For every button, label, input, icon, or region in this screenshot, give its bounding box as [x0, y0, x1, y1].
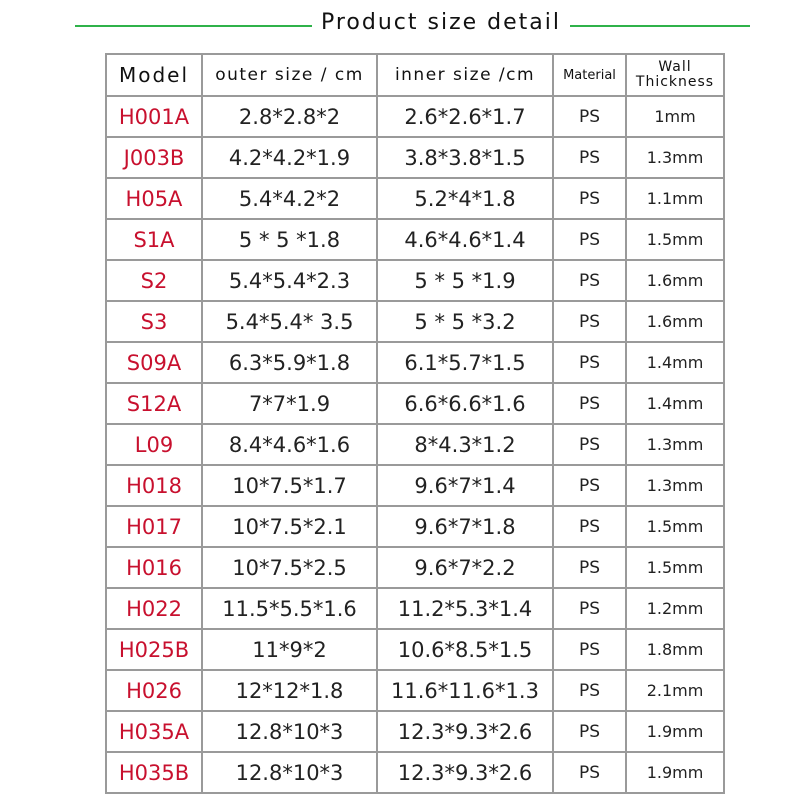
model-cell: H016 — [106, 547, 202, 588]
wall-thickness-cell: 1.3mm — [626, 465, 724, 506]
inner-size-cell: 6.6*6.6*1.6 — [377, 383, 553, 424]
header-wall-thickness — [626, 54, 724, 96]
wall-thickness-cell: 2.1mm — [626, 670, 724, 711]
model-cell: H026 — [106, 670, 202, 711]
inner-size-cell: 9.6*7*1.8 — [377, 506, 553, 547]
material-cell: PS — [553, 629, 626, 670]
title-rule-left — [75, 25, 312, 27]
outer-size-cell: 5 * 5 *1.8 — [202, 219, 377, 260]
outer-size-cell: 12.8*10*3 — [202, 711, 377, 752]
material-cell: PS — [553, 260, 626, 301]
header-outer-size: outer size / cm — [202, 54, 377, 96]
outer-size-cell: 5.4*4.2*2 — [202, 178, 377, 219]
inner-size-cell: 2.6*2.6*1.7 — [377, 96, 553, 137]
outer-size-cell: 10*7.5*2.1 — [202, 506, 377, 547]
table-row — [106, 547, 724, 588]
inner-size-cell: 9.6*7*2.2 — [377, 547, 553, 588]
size-table — [105, 53, 725, 794]
wall-thickness-cell: 1.2mm — [626, 588, 724, 629]
header-model: Model — [106, 54, 202, 96]
table-row — [106, 588, 724, 629]
model-cell: S1A — [106, 219, 202, 260]
wall-thickness-cell: 1.6mm — [626, 260, 724, 301]
model-cell: S3 — [106, 301, 202, 342]
table-row — [106, 465, 724, 506]
table-row — [106, 178, 724, 219]
table-row — [106, 342, 724, 383]
table-header-row — [106, 54, 724, 96]
model-cell: S09A — [106, 342, 202, 383]
inner-size-cell: 10.6*8.5*1.5 — [377, 629, 553, 670]
wall-thickness-cell: 1.6mm — [626, 301, 724, 342]
wall-thickness-cell: 1mm — [626, 96, 724, 137]
material-cell: PS — [553, 96, 626, 137]
table-row — [106, 670, 724, 711]
inner-size-cell: 11.6*11.6*1.3 — [377, 670, 553, 711]
inner-size-cell: 5 * 5 *3.2 — [377, 301, 553, 342]
wall-thickness-cell: 1.4mm — [626, 383, 724, 424]
model-cell: H035B — [106, 752, 202, 793]
table-row — [106, 137, 724, 178]
material-cell: PS — [553, 178, 626, 219]
table-row — [106, 301, 724, 342]
outer-size-cell: 6.3*5.9*1.8 — [202, 342, 377, 383]
inner-size-cell: 4.6*4.6*1.4 — [377, 219, 553, 260]
wall-thickness-cell: 1.5mm — [626, 506, 724, 547]
header-inner-size: inner size /cm — [377, 54, 553, 96]
model-cell: S12A — [106, 383, 202, 424]
wall-thickness-cell: 1.5mm — [626, 547, 724, 588]
outer-size-cell: 5.4*5.4*2.3 — [202, 260, 377, 301]
outer-size-cell: 11*9*2 — [202, 629, 377, 670]
model-cell: H001A — [106, 96, 202, 137]
table-row — [106, 629, 724, 670]
material-cell: PS — [553, 465, 626, 506]
inner-size-cell: 12.3*9.3*2.6 — [377, 752, 553, 793]
table-row — [106, 711, 724, 752]
outer-size-cell: 8.4*4.6*1.6 — [202, 424, 377, 465]
wall-thickness-cell: 1.3mm — [626, 424, 724, 465]
table-row — [106, 260, 724, 301]
model-cell: J003B — [106, 137, 202, 178]
table-row — [106, 96, 724, 137]
model-cell: S2 — [106, 260, 202, 301]
table-row — [106, 219, 724, 260]
inner-size-cell: 8*4.3*1.2 — [377, 424, 553, 465]
material-cell: PS — [553, 670, 626, 711]
wall-thickness-cell: 1.9mm — [626, 752, 724, 793]
header-wall-line2: Thickness — [635, 74, 715, 90]
outer-size-cell: 10*7.5*1.7 — [202, 465, 377, 506]
model-cell: H017 — [106, 506, 202, 547]
inner-size-cell: 5.2*4*1.8 — [377, 178, 553, 219]
outer-size-cell: 2.8*2.8*2 — [202, 96, 377, 137]
material-cell: PS — [553, 424, 626, 465]
inner-size-cell: 5 * 5 *1.9 — [377, 260, 553, 301]
model-cell: H025B — [106, 629, 202, 670]
table-row — [106, 424, 724, 465]
inner-size-cell: 3.8*3.8*1.5 — [377, 137, 553, 178]
model-cell: H05A — [106, 178, 202, 219]
wall-thickness-cell: 1.5mm — [626, 219, 724, 260]
title-bar — [75, 8, 750, 42]
outer-size-cell: 4.2*4.2*1.9 — [202, 137, 377, 178]
title-rule-right — [570, 25, 750, 27]
material-cell: PS — [553, 137, 626, 178]
material-cell: PS — [553, 588, 626, 629]
material-cell: PS — [553, 752, 626, 793]
table-body — [106, 96, 724, 793]
table-row — [106, 752, 724, 793]
model-cell: L09 — [106, 424, 202, 465]
outer-size-cell: 12*12*1.8 — [202, 670, 377, 711]
table-row — [106, 506, 724, 547]
model-cell: H035A — [106, 711, 202, 752]
material-cell: PS — [553, 219, 626, 260]
header-material: Material — [553, 54, 626, 96]
wall-thickness-cell: 1.3mm — [626, 137, 724, 178]
inner-size-cell: 6.1*5.7*1.5 — [377, 342, 553, 383]
outer-size-cell: 12.8*10*3 — [202, 752, 377, 793]
header-wall-line1: Wall — [658, 59, 692, 75]
inner-size-cell: 11.2*5.3*1.4 — [377, 588, 553, 629]
inner-size-cell: 12.3*9.3*2.6 — [377, 711, 553, 752]
page-title: Product size detail — [320, 10, 561, 35]
wall-thickness-cell: 1.9mm — [626, 711, 724, 752]
inner-size-cell: 9.6*7*1.4 — [377, 465, 553, 506]
model-cell: H018 — [106, 465, 202, 506]
table-row — [106, 383, 724, 424]
material-cell: PS — [553, 301, 626, 342]
model-cell: H022 — [106, 588, 202, 629]
outer-size-cell: 5.4*5.4* 3.5 — [202, 301, 377, 342]
wall-thickness-cell: 1.1mm — [626, 178, 724, 219]
material-cell: PS — [553, 342, 626, 383]
wall-thickness-cell: 1.8mm — [626, 629, 724, 670]
outer-size-cell: 11.5*5.5*1.6 — [202, 588, 377, 629]
material-cell: PS — [553, 547, 626, 588]
wall-thickness-cell: 1.4mm — [626, 342, 724, 383]
material-cell: PS — [553, 711, 626, 752]
outer-size-cell: 10*7.5*2.5 — [202, 547, 377, 588]
outer-size-cell: 7*7*1.9 — [202, 383, 377, 424]
material-cell: PS — [553, 506, 626, 547]
material-cell: PS — [553, 383, 626, 424]
